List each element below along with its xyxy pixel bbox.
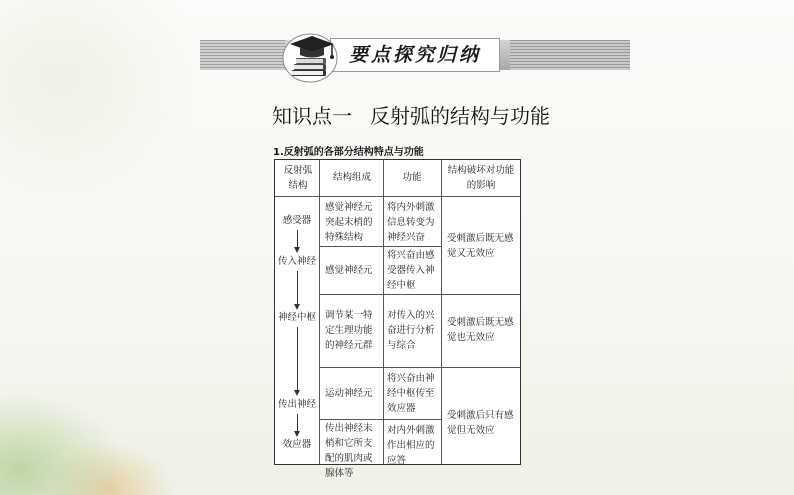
arc-part-afferent-nerve: 传入神经 <box>277 256 316 267</box>
arrow-line-3 <box>297 327 298 391</box>
effect-receptor-afferent: 受刺激后既无感觉又无效应 <box>447 233 514 259</box>
arc-part-receptor: 感受器 <box>282 215 312 226</box>
arrow-down-icon <box>294 247 300 253</box>
arrow-line-1 <box>297 230 298 248</box>
header-function: 功能 <box>402 172 422 183</box>
function-center: 对传入的兴奋进行分析与综合 <box>387 310 435 351</box>
header-composition: 结构组成 <box>332 172 371 183</box>
banner-title: 要点探究归纳 <box>348 44 481 66</box>
composition-receptor: 感觉神经元突起末梢的特殊结构 <box>325 202 373 243</box>
banner-stripes-right <box>510 40 630 70</box>
composition-center: 调节某一特定生理功能的神经元群 <box>325 310 373 351</box>
arrow-line-4 <box>297 414 298 432</box>
function-efferent: 将兴奋由神经中枢传至效应器 <box>387 373 435 414</box>
heading-number: 知识点一 <box>272 104 352 128</box>
graduation-cap-books-icon <box>282 28 338 83</box>
composition-efferent: 运动神经元 <box>325 388 373 399</box>
arc-part-efferent-nerve: 传出神经 <box>277 399 316 410</box>
function-effector: 对内外刺激作出相应的应答 <box>387 425 435 466</box>
arrow-down-icon <box>294 390 300 396</box>
heading-title: 反射弧的结构与功能 <box>370 104 550 128</box>
section-banner <box>200 28 630 83</box>
knowledge-point-heading <box>272 100 592 128</box>
composition-afferent: 感觉神经元 <box>325 265 373 276</box>
arrow-down-icon <box>294 304 300 310</box>
table-caption: 1.反射弧的各部分结构特点与功能 <box>273 147 424 158</box>
function-receptor: 将内外刺激信息转变为神经兴奋 <box>387 202 435 243</box>
banner-stripes-left <box>200 40 285 70</box>
effect-center: 受刺激后既无感觉也无效应 <box>447 317 514 343</box>
arc-part-nerve-center: 神经中枢 <box>277 312 316 323</box>
arrow-line-2 <box>297 271 298 305</box>
header-arc-structure: 反射弧结构 <box>283 165 313 191</box>
composition-effector: 传出神经末梢和它所支配的肌肉或腺体等 <box>325 423 373 479</box>
effect-efferent-effector: 受刺激后只有感觉但无效应 <box>447 410 514 436</box>
arrow-down-icon <box>294 431 300 437</box>
function-afferent: 将兴奋由感受器传入神经中枢 <box>387 250 435 291</box>
arc-part-effector: 效应器 <box>282 439 312 450</box>
header-damage-effect: 结构破坏对功能的影响 <box>447 165 515 191</box>
reflex-arc-table <box>274 159 521 479</box>
